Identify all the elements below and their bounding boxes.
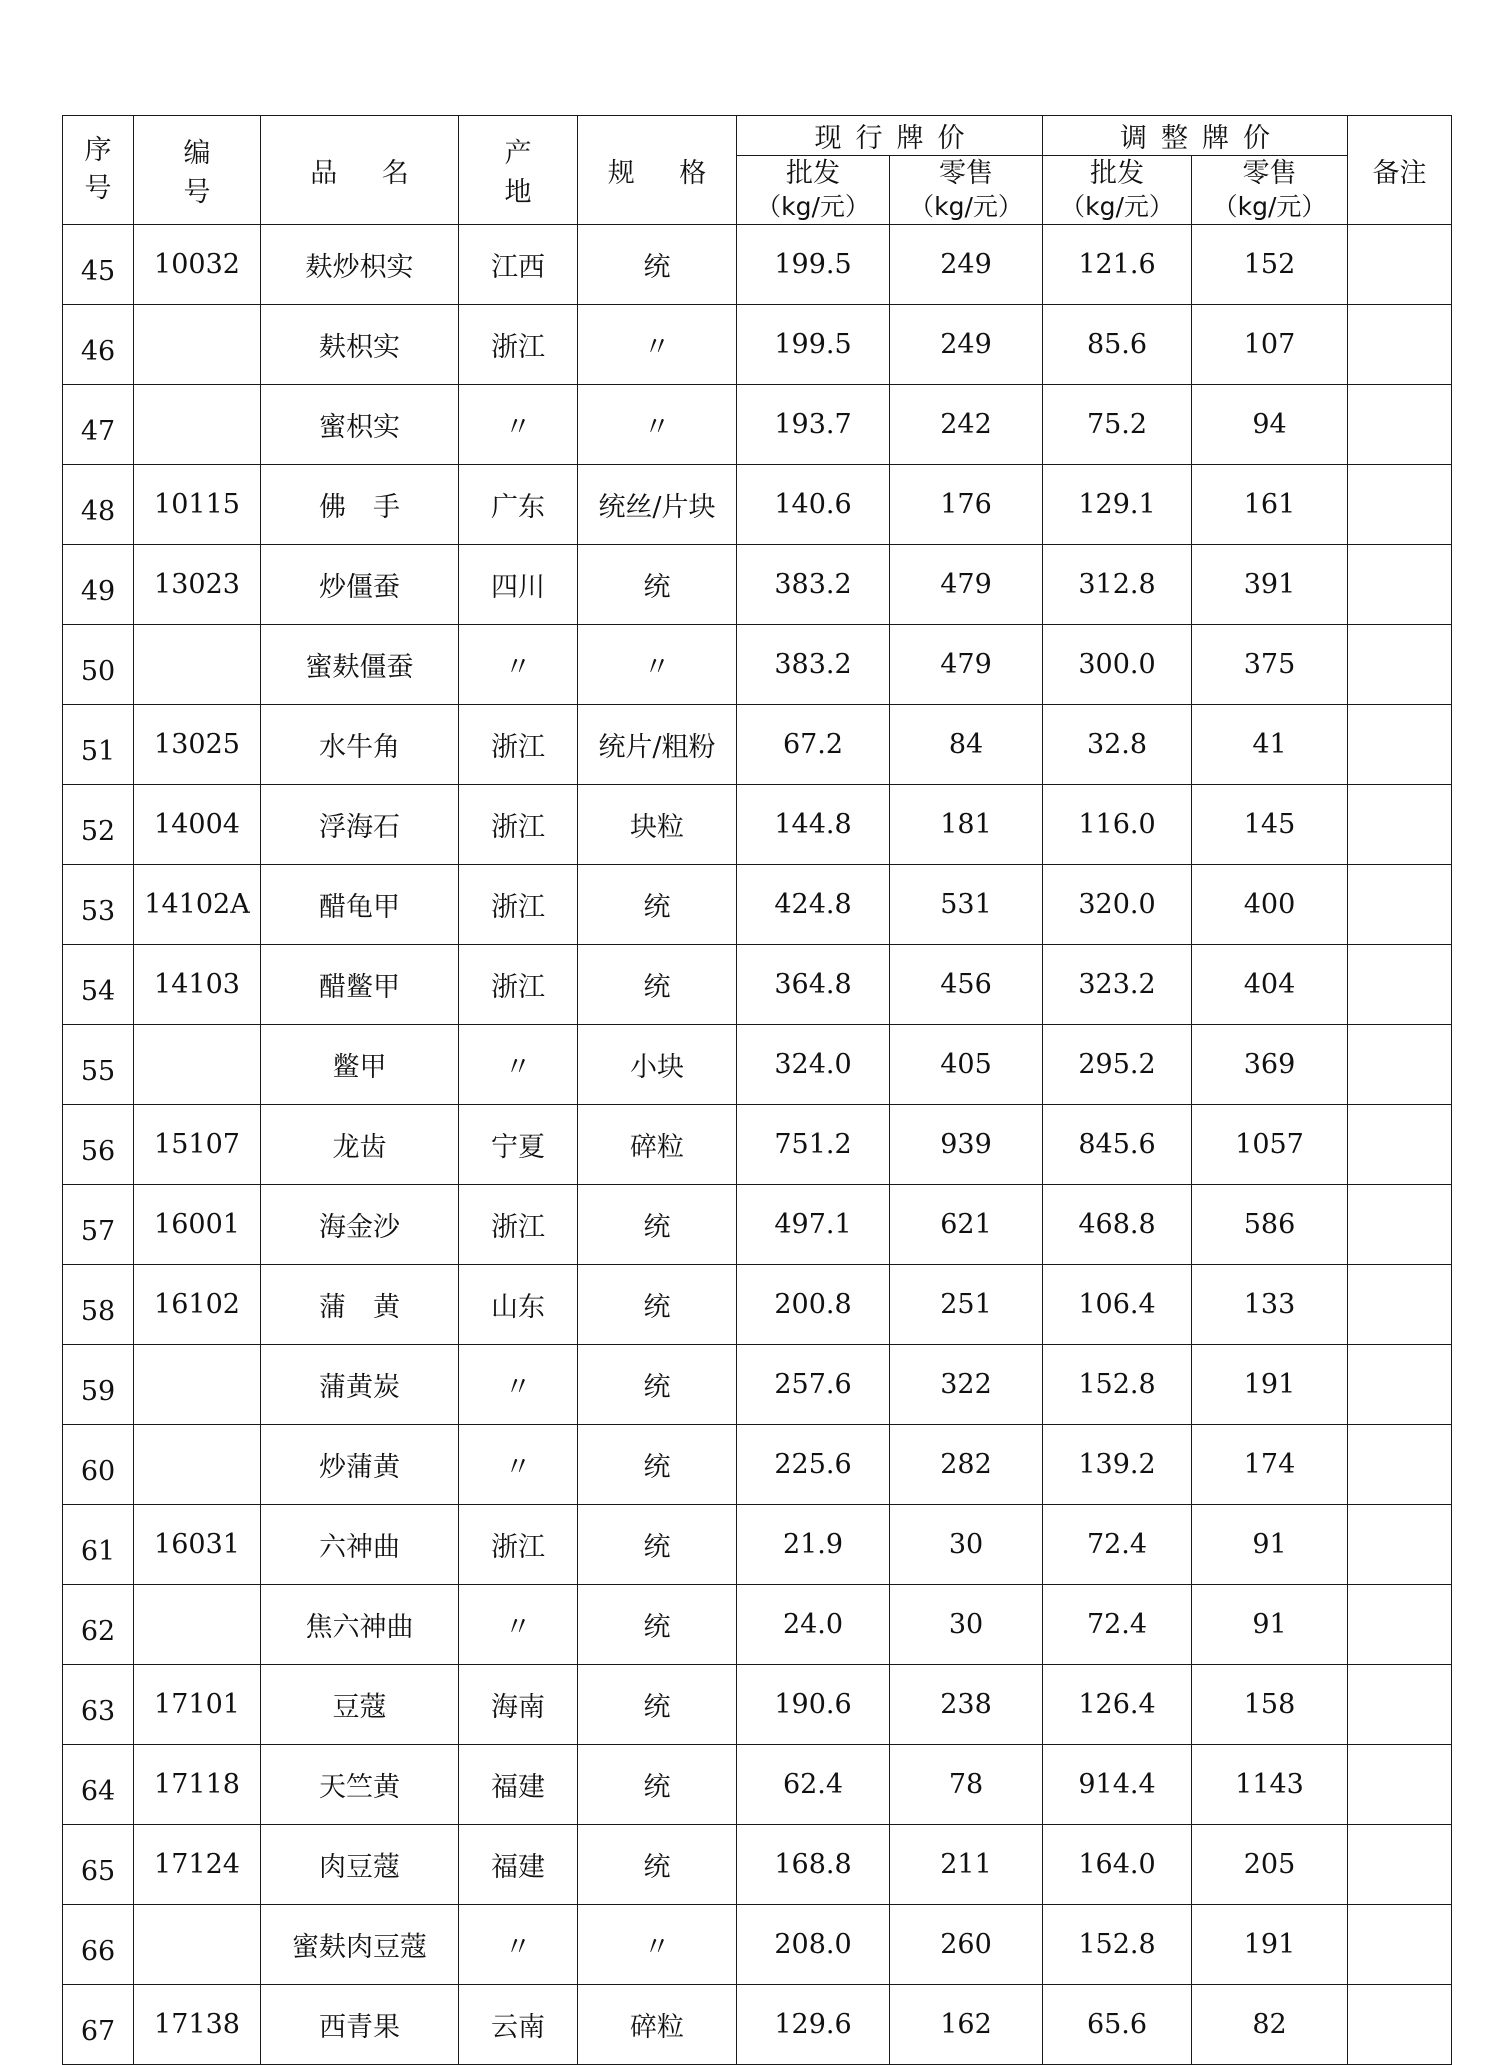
cell-spec: 统片/粗粉: [578, 705, 737, 785]
cell-name: 浮海石: [261, 785, 459, 865]
cell-name: 海金沙: [261, 1185, 459, 1265]
header-adjusted-retail-unit: （kg/元）: [1212, 192, 1327, 221]
cell-adjusted-wholesale: 116.0: [1043, 785, 1192, 865]
cell-current-retail: 181: [890, 785, 1043, 865]
cell-spec: 统: [578, 1745, 737, 1825]
cell-adjusted-wholesale: 106.4: [1043, 1265, 1192, 1345]
table-row: [63, 1585, 1452, 1665]
header-note: 备注: [1348, 116, 1452, 225]
cell-code: [134, 305, 261, 385]
cell-code: 13023: [134, 545, 261, 625]
cell-seq: 64: [63, 1745, 134, 1825]
table-row: [63, 1425, 1452, 1505]
cell-origin: 云南: [459, 1985, 578, 2065]
cell-seq: 50: [63, 625, 134, 705]
cell-name: 麸枳实: [261, 305, 459, 385]
cell-adjusted-wholesale: 152.8: [1043, 1345, 1192, 1425]
header-adjusted-retail: [1192, 156, 1348, 225]
cell-adjusted-retail: 152: [1192, 225, 1348, 305]
cell-adjusted-wholesale: 65.6: [1043, 1985, 1192, 2065]
cell-spec: 统: [578, 1185, 737, 1265]
cell-current-retail: 282: [890, 1425, 1043, 1505]
cell-seq: 67: [63, 1985, 134, 2065]
cell-adjusted-retail: 1057: [1192, 1105, 1348, 1185]
cell-adjusted-retail: 133: [1192, 1265, 1348, 1345]
cell-adjusted-wholesale: 129.1: [1043, 465, 1192, 545]
cell-adjusted-wholesale: 845.6: [1043, 1105, 1192, 1185]
cell-name: 蜜麸僵蚕: [261, 625, 459, 705]
cell-note: [1348, 625, 1452, 705]
cell-adjusted-wholesale: 139.2: [1043, 1425, 1192, 1505]
cell-name: 醋龟甲: [261, 865, 459, 945]
cell-origin: 浙江: [459, 705, 578, 785]
cell-seq: 53: [63, 865, 134, 945]
cell-adjusted-wholesale: 126.4: [1043, 1665, 1192, 1745]
cell-code: 13025: [134, 705, 261, 785]
cell-code: 16031: [134, 1505, 261, 1585]
cell-current-wholesale: 190.6: [737, 1665, 890, 1745]
cell-note: [1348, 865, 1452, 945]
cell-current-wholesale: 144.8: [737, 785, 890, 865]
cell-adjusted-retail: 1143: [1192, 1745, 1348, 1825]
cell-origin: 海南: [459, 1665, 578, 1745]
cell-spec: 统: [578, 1265, 737, 1345]
cell-adjusted-wholesale: 914.4: [1043, 1745, 1192, 1825]
cell-current-wholesale: 62.4: [737, 1745, 890, 1825]
cell-origin: 山东: [459, 1265, 578, 1345]
table-row: [63, 1985, 1452, 2065]
table-row: [63, 1185, 1452, 1265]
cell-origin: 浙江: [459, 785, 578, 865]
cell-adjusted-wholesale: 72.4: [1043, 1585, 1192, 1665]
cell-current-wholesale: 364.8: [737, 945, 890, 1025]
cell-adjusted-retail: 158: [1192, 1665, 1348, 1745]
table-row: [63, 465, 1452, 545]
cell-note: [1348, 545, 1452, 625]
cell-current-retail: 939: [890, 1105, 1043, 1185]
cell-adjusted-retail: 91: [1192, 1585, 1348, 1665]
cell-origin: 〃: [459, 1345, 578, 1425]
cell-adjusted-wholesale: 121.6: [1043, 225, 1192, 305]
cell-seq: 58: [63, 1265, 134, 1345]
cell-name: 炒蒲黄: [261, 1425, 459, 1505]
cell-code: 17138: [134, 1985, 261, 2065]
cell-adjusted-retail: 369: [1192, 1025, 1348, 1105]
cell-current-wholesale: 193.7: [737, 385, 890, 465]
cell-adjusted-retail: 391: [1192, 545, 1348, 625]
cell-origin: 浙江: [459, 865, 578, 945]
cell-code: 17118: [134, 1745, 261, 1825]
cell-current-wholesale: 208.0: [737, 1905, 890, 1985]
header-seq: [63, 116, 134, 225]
cell-spec: 〃: [578, 305, 737, 385]
cell-note: [1348, 945, 1452, 1025]
price-table: [62, 115, 1452, 2065]
table-row: [63, 1345, 1452, 1425]
cell-seq: 55: [63, 1025, 134, 1105]
cell-adjusted-wholesale: 164.0: [1043, 1825, 1192, 1905]
cell-seq: 48: [63, 465, 134, 545]
cell-current-wholesale: 324.0: [737, 1025, 890, 1105]
cell-note: [1348, 1265, 1452, 1345]
cell-name: 西青果: [261, 1985, 459, 2065]
cell-current-retail: 479: [890, 625, 1043, 705]
cell-note: [1348, 1745, 1452, 1825]
cell-name: 鳖甲: [261, 1025, 459, 1105]
header-adjusted-price-group: 调整牌价: [1043, 116, 1348, 156]
table-row: [63, 625, 1452, 705]
cell-origin: 浙江: [459, 305, 578, 385]
cell-current-wholesale: 383.2: [737, 625, 890, 705]
cell-name: 蜜枳实: [261, 385, 459, 465]
cell-origin: 宁夏: [459, 1105, 578, 1185]
header-origin: 产 地: [459, 116, 578, 225]
cell-note: [1348, 225, 1452, 305]
cell-adjusted-retail: 174: [1192, 1425, 1348, 1505]
cell-code: 17124: [134, 1825, 261, 1905]
table-row: [63, 1905, 1452, 1985]
cell-seq: 57: [63, 1185, 134, 1265]
cell-adjusted-retail: 41: [1192, 705, 1348, 785]
cell-current-retail: 249: [890, 225, 1043, 305]
header-current-retail-unit: （kg/元）: [909, 192, 1023, 221]
cell-origin: 广东: [459, 465, 578, 545]
cell-adjusted-wholesale: 323.2: [1043, 945, 1192, 1025]
cell-current-wholesale: 383.2: [737, 545, 890, 625]
cell-note: [1348, 1665, 1452, 1745]
cell-name: 天竺黄: [261, 1745, 459, 1825]
cell-current-retail: 238: [890, 1665, 1043, 1745]
cell-origin: 〃: [459, 1905, 578, 1985]
cell-current-wholesale: 751.2: [737, 1105, 890, 1185]
cell-current-wholesale: 21.9: [737, 1505, 890, 1585]
cell-current-wholesale: 199.5: [737, 305, 890, 385]
cell-adjusted-wholesale: 300.0: [1043, 625, 1192, 705]
cell-origin: 四川: [459, 545, 578, 625]
cell-spec: 〃: [578, 625, 737, 705]
cell-adjusted-wholesale: 75.2: [1043, 385, 1192, 465]
cell-current-retail: 479: [890, 545, 1043, 625]
cell-spec: 碎粒: [578, 1105, 737, 1185]
header-adjusted-retail-label: 零售: [1242, 158, 1297, 189]
cell-adjusted-retail: 91: [1192, 1505, 1348, 1585]
cell-code: [134, 625, 261, 705]
table-body: [63, 225, 1452, 2065]
header-current-retail-label: 零售: [939, 158, 993, 189]
cell-current-wholesale: 24.0: [737, 1585, 890, 1665]
cell-note: [1348, 1905, 1452, 1985]
cell-name: 六神曲: [261, 1505, 459, 1585]
cell-name: 炒僵蚕: [261, 545, 459, 625]
cell-code: [134, 1345, 261, 1425]
cell-current-wholesale: 129.6: [737, 1985, 890, 2065]
cell-origin: 〃: [459, 1585, 578, 1665]
cell-code: 14004: [134, 785, 261, 865]
cell-adjusted-wholesale: 295.2: [1043, 1025, 1192, 1105]
cell-spec: 统丝/片块: [578, 465, 737, 545]
cell-note: [1348, 465, 1452, 545]
cell-origin: 福建: [459, 1825, 578, 1905]
cell-code: 15107: [134, 1105, 261, 1185]
header-code: 编 号: [134, 116, 261, 225]
cell-adjusted-retail: 107: [1192, 305, 1348, 385]
cell-note: [1348, 1985, 1452, 2065]
cell-name: 蜜麸肉豆蔻: [261, 1905, 459, 1985]
cell-seq: 63: [63, 1665, 134, 1745]
cell-origin: 浙江: [459, 1185, 578, 1265]
cell-code: [134, 1025, 261, 1105]
cell-seq: 65: [63, 1825, 134, 1905]
cell-seq: 60: [63, 1425, 134, 1505]
cell-current-retail: 251: [890, 1265, 1043, 1345]
table-header: [63, 116, 1452, 225]
table-row: [63, 225, 1452, 305]
cell-current-retail: 30: [890, 1585, 1043, 1665]
cell-current-retail: 322: [890, 1345, 1043, 1425]
cell-code: 14102A: [134, 865, 261, 945]
cell-current-wholesale: 424.8: [737, 865, 890, 945]
cell-code: [134, 1585, 261, 1665]
table-row: [63, 1105, 1452, 1185]
cell-seq: 52: [63, 785, 134, 865]
cell-adjusted-retail: 82: [1192, 1985, 1348, 2065]
header-current-price-group: 现行牌价: [737, 116, 1043, 156]
table-row: [63, 865, 1452, 945]
header-current-wholesale-label: 批发: [786, 158, 840, 189]
cell-adjusted-retail: 145: [1192, 785, 1348, 865]
cell-note: [1348, 705, 1452, 785]
cell-adjusted-retail: 94: [1192, 385, 1348, 465]
cell-seq: 62: [63, 1585, 134, 1665]
table-row: [63, 1745, 1452, 1825]
cell-adjusted-wholesale: 32.8: [1043, 705, 1192, 785]
cell-name: 焦六神曲: [261, 1585, 459, 1665]
cell-adjusted-wholesale: 468.8: [1043, 1185, 1192, 1265]
cell-note: [1348, 1505, 1452, 1585]
cell-code: 16001: [134, 1185, 261, 1265]
cell-code: 16102: [134, 1265, 261, 1345]
cell-spec: 统: [578, 1585, 737, 1665]
cell-name: 醋鳖甲: [261, 945, 459, 1025]
header-spec: 规 格: [578, 116, 737, 225]
cell-adjusted-wholesale: 72.4: [1043, 1505, 1192, 1585]
cell-name: 豆蔻: [261, 1665, 459, 1745]
cell-adjusted-retail: 205: [1192, 1825, 1348, 1905]
table-row: [63, 785, 1452, 865]
cell-current-retail: 211: [890, 1825, 1043, 1905]
header-adjusted-wholesale: [1043, 156, 1192, 225]
cell-current-wholesale: 140.6: [737, 465, 890, 545]
table-row: [63, 945, 1452, 1025]
cell-note: [1348, 1025, 1452, 1105]
cell-code: 17101: [134, 1665, 261, 1745]
cell-origin: 浙江: [459, 945, 578, 1025]
header-seq-top: 序: [84, 135, 112, 166]
table-row: [63, 545, 1452, 625]
cell-spec: 统: [578, 865, 737, 945]
cell-spec: 统: [578, 945, 737, 1025]
cell-name: 水牛角: [261, 705, 459, 785]
cell-name: 蒲黄炭: [261, 1345, 459, 1425]
cell-current-retail: 78: [890, 1745, 1043, 1825]
cell-seq: 49: [63, 545, 134, 625]
table-row: [63, 1505, 1452, 1585]
cell-name: 龙齿: [261, 1105, 459, 1185]
cell-origin: 〃: [459, 625, 578, 705]
cell-spec: 小块: [578, 1025, 737, 1105]
cell-adjusted-wholesale: 152.8: [1043, 1905, 1192, 1985]
cell-current-wholesale: 257.6: [737, 1345, 890, 1425]
cell-spec: 统: [578, 1665, 737, 1745]
header-current-wholesale: [737, 156, 890, 225]
header-adjusted-wholesale-label: 批发: [1090, 158, 1144, 189]
cell-code: [134, 1425, 261, 1505]
cell-seq: 54: [63, 945, 134, 1025]
cell-name: 肉豆蔻: [261, 1825, 459, 1905]
cell-current-retail: 176: [890, 465, 1043, 545]
cell-seq: 56: [63, 1105, 134, 1185]
cell-current-retail: 242: [890, 385, 1043, 465]
cell-code: 14103: [134, 945, 261, 1025]
table-row: [63, 1025, 1452, 1105]
cell-adjusted-retail: 191: [1192, 1345, 1348, 1425]
cell-current-retail: 84: [890, 705, 1043, 785]
table-row: [63, 1265, 1452, 1345]
cell-current-retail: 621: [890, 1185, 1043, 1265]
cell-spec: 〃: [578, 1905, 737, 1985]
cell-current-retail: 30: [890, 1505, 1043, 1585]
cell-seq: 45: [63, 225, 134, 305]
cell-adjusted-retail: 400: [1192, 865, 1348, 945]
cell-current-wholesale: 67.2: [737, 705, 890, 785]
table-row: [63, 1825, 1452, 1905]
cell-origin: 浙江: [459, 1505, 578, 1585]
cell-current-wholesale: 199.5: [737, 225, 890, 305]
cell-adjusted-retail: 191: [1192, 1905, 1348, 1985]
cell-adjusted-wholesale: 320.0: [1043, 865, 1192, 945]
cell-current-wholesale: 200.8: [737, 1265, 890, 1345]
cell-adjusted-retail: 586: [1192, 1185, 1348, 1265]
header-name: 品 名: [261, 116, 459, 225]
cell-seq: 61: [63, 1505, 134, 1585]
cell-current-wholesale: 225.6: [737, 1425, 890, 1505]
cell-code: 10115: [134, 465, 261, 545]
cell-seq: 46: [63, 305, 134, 385]
cell-current-wholesale: 497.1: [737, 1185, 890, 1265]
cell-seq: 66: [63, 1905, 134, 1985]
cell-current-retail: 531: [890, 865, 1043, 945]
cell-spec: 碎粒: [578, 1985, 737, 2065]
cell-name: 蒲 黄: [261, 1265, 459, 1345]
cell-origin: 福建: [459, 1745, 578, 1825]
header-adjusted-wholesale-unit: （kg/元）: [1060, 192, 1174, 221]
table-row: [63, 305, 1452, 385]
cell-seq: 51: [63, 705, 134, 785]
cell-adjusted-wholesale: 85.6: [1043, 305, 1192, 385]
cell-seq: 47: [63, 385, 134, 465]
cell-code: [134, 1905, 261, 1985]
cell-code: [134, 385, 261, 465]
cell-spec: 统: [578, 545, 737, 625]
cell-note: [1348, 1105, 1452, 1185]
cell-adjusted-retail: 404: [1192, 945, 1348, 1025]
cell-spec: 统: [578, 1425, 737, 1505]
cell-adjusted-wholesale: 312.8: [1043, 545, 1192, 625]
cell-current-wholesale: 168.8: [737, 1825, 890, 1905]
cell-note: [1348, 1345, 1452, 1425]
header-current-retail: [890, 156, 1043, 225]
table-row: [63, 705, 1452, 785]
cell-adjusted-retail: 161: [1192, 465, 1348, 545]
cell-origin: 〃: [459, 1025, 578, 1105]
cell-code: 10032: [134, 225, 261, 305]
cell-note: [1348, 1585, 1452, 1665]
cell-spec: 块粒: [578, 785, 737, 865]
header-seq-bottom: 号: [84, 173, 112, 204]
table-row: [63, 1665, 1452, 1745]
cell-origin: 〃: [459, 385, 578, 465]
cell-spec: 〃: [578, 385, 737, 465]
cell-name: 麸炒枳实: [261, 225, 459, 305]
cell-current-retail: 456: [890, 945, 1043, 1025]
cell-origin: 〃: [459, 1425, 578, 1505]
cell-name: 佛 手: [261, 465, 459, 545]
cell-note: [1348, 1825, 1452, 1905]
cell-note: [1348, 305, 1452, 385]
cell-note: [1348, 385, 1452, 465]
cell-spec: 统: [578, 225, 737, 305]
table-row: [63, 385, 1452, 465]
cell-adjusted-retail: 375: [1192, 625, 1348, 705]
header-current-wholesale-unit: （kg/元）: [756, 192, 870, 221]
cell-note: [1348, 1185, 1452, 1265]
cell-current-retail: 162: [890, 1985, 1043, 2065]
cell-origin: 江西: [459, 225, 578, 305]
cell-spec: 统: [578, 1345, 737, 1425]
cell-current-retail: 405: [890, 1025, 1043, 1105]
cell-spec: 统: [578, 1825, 737, 1905]
cell-note: [1348, 785, 1452, 865]
cell-seq: 59: [63, 1345, 134, 1425]
cell-spec: 统: [578, 1505, 737, 1585]
cell-note: [1348, 1425, 1452, 1505]
cell-current-retail: 249: [890, 305, 1043, 385]
cell-current-retail: 260: [890, 1905, 1043, 1985]
